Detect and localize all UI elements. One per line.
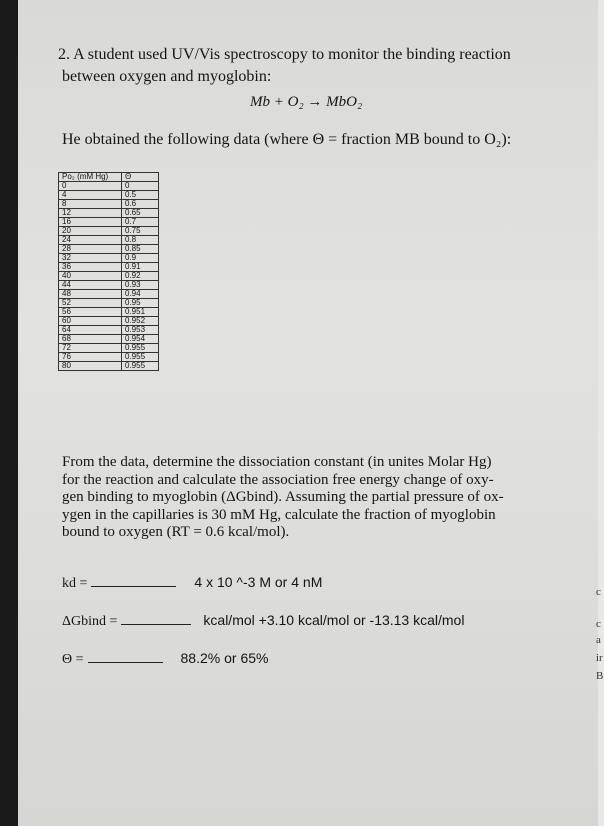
theta-cell: 0.954 <box>122 335 159 344</box>
theta-cell: 0.9 <box>122 254 159 263</box>
pressure-cell: 40 <box>59 272 122 281</box>
table-row <box>59 281 159 290</box>
pressure-cell: 28 <box>59 245 122 254</box>
margin-letter: a <box>596 634 601 646</box>
instruction-line: bound to oxygen (RT = 0.6 kcal/mol). <box>62 524 290 540</box>
answer-theta <box>62 650 268 668</box>
pressure-cell: 16 <box>59 218 122 227</box>
pressure-cell: 44 <box>59 281 122 290</box>
answer-theta-label: Θ = <box>62 652 84 667</box>
theta-cell: 0.65 <box>122 209 159 218</box>
table-header-row <box>59 173 159 182</box>
margin-letter: B <box>596 670 604 682</box>
pressure-cell: 52 <box>59 299 122 308</box>
pressure-cell: 4 <box>59 191 122 200</box>
answer-theta-blank <box>88 650 163 663</box>
table-row <box>59 200 159 209</box>
answer-kd <box>62 574 322 592</box>
pressure-cell: 48 <box>59 290 122 299</box>
table-row <box>59 254 159 263</box>
pressure-cell: 12 <box>59 209 122 218</box>
answer-dg-value: kcal/mol +3.10 kcal/mol or -13.13 kcal/mol <box>203 612 465 628</box>
table-row <box>59 272 159 281</box>
table-row <box>59 290 159 299</box>
theta-cell: 0.5 <box>122 191 159 200</box>
theta-cell: 0.953 <box>122 326 159 335</box>
theta-cell: 0.95 <box>122 299 159 308</box>
theta-cell: 0.955 <box>122 362 159 371</box>
instruction-line: From the data, determine the dissociation constant (in unites Molar Hg) <box>62 454 492 470</box>
data-table <box>58 172 159 371</box>
theta-cell: 0.955 <box>122 344 159 353</box>
answer-dg-label: ΔGbind = <box>62 614 118 629</box>
question-line-1: 2. A student used UV/Vis spectroscopy to monitor the binding reaction <box>58 46 511 63</box>
table-row <box>59 362 159 371</box>
header-theta: Θ <box>122 173 159 182</box>
data-intro: He obtained the following data (where Θ = fraction MB bound to O₂): <box>62 131 512 148</box>
reaction-equation: Mb + O₂ → MbO₂ <box>250 94 363 110</box>
table-row <box>59 227 159 236</box>
instruction-line: ygen in the capillaries is 30 mM Hg, calculate the fraction of myoglobin <box>62 506 496 523</box>
pressure-cell: 76 <box>59 353 122 362</box>
instructions-paragraph <box>62 454 582 542</box>
theta-cell: 0.94 <box>122 290 159 299</box>
table-row <box>59 245 159 254</box>
theta-cell: 0 <box>122 182 159 191</box>
pressure-cell: 72 <box>59 344 122 353</box>
theta-cell: 0.91 <box>122 263 159 272</box>
theta-cell: 0.7 <box>122 218 159 227</box>
answer-dg <box>62 612 464 630</box>
question-intro <box>58 44 511 88</box>
theta-cell: 0.93 <box>122 281 159 290</box>
instruction-line: for the reaction and calculate the association free energy change of oxy- <box>62 471 494 488</box>
pressure-cell: 0 <box>59 182 122 191</box>
table-row <box>59 191 159 200</box>
answer-dg-blank <box>121 612 191 625</box>
pressure-cell: 8 <box>59 200 122 209</box>
theta-cell: 0.952 <box>122 317 159 326</box>
answer-theta-value: 88.2% or 65% <box>180 650 269 666</box>
theta-cell: 0.92 <box>122 272 159 281</box>
pressure-cell: 68 <box>59 335 122 344</box>
theta-cell: 0.955 <box>122 353 159 362</box>
pressure-cell: 20 <box>59 227 122 236</box>
pressure-cell: 80 <box>59 362 122 371</box>
margin-letter: ir <box>596 652 603 664</box>
theta-cell: 0.85 <box>122 245 159 254</box>
pressure-cell: 60 <box>59 317 122 326</box>
pressure-cell: 56 <box>59 308 122 317</box>
theta-cell: 0.75 <box>122 227 159 236</box>
table-row <box>59 209 159 218</box>
header-pressure: Po₂ (mM Hg) <box>59 173 122 182</box>
instruction-line: gen binding to myoglobin (ΔGbind). Assuming the partial pressure of ox- <box>62 489 504 505</box>
margin-letter: c <box>596 618 601 630</box>
document-page <box>18 0 598 826</box>
theta-cell: 0.951 <box>122 308 159 317</box>
pressure-cell: 36 <box>59 263 122 272</box>
theta-cell: 0.8 <box>122 236 159 245</box>
table-row <box>59 218 159 227</box>
pressure-cell: 32 <box>59 254 122 263</box>
theta-cell: 0.6 <box>122 200 159 209</box>
answer-kd-blank <box>91 574 176 587</box>
margin-letter: c <box>596 586 601 598</box>
table-row <box>59 236 159 245</box>
table-row <box>59 182 159 191</box>
pressure-cell: 64 <box>59 326 122 335</box>
pressure-cell: 24 <box>59 236 122 245</box>
table-row <box>59 263 159 272</box>
question-line-2: between oxygen and myoglobin: <box>62 68 272 85</box>
answer-kd-label: kd = <box>62 576 88 591</box>
answer-kd-value: 4 x 10 ^-3 M or 4 nM <box>194 574 323 590</box>
